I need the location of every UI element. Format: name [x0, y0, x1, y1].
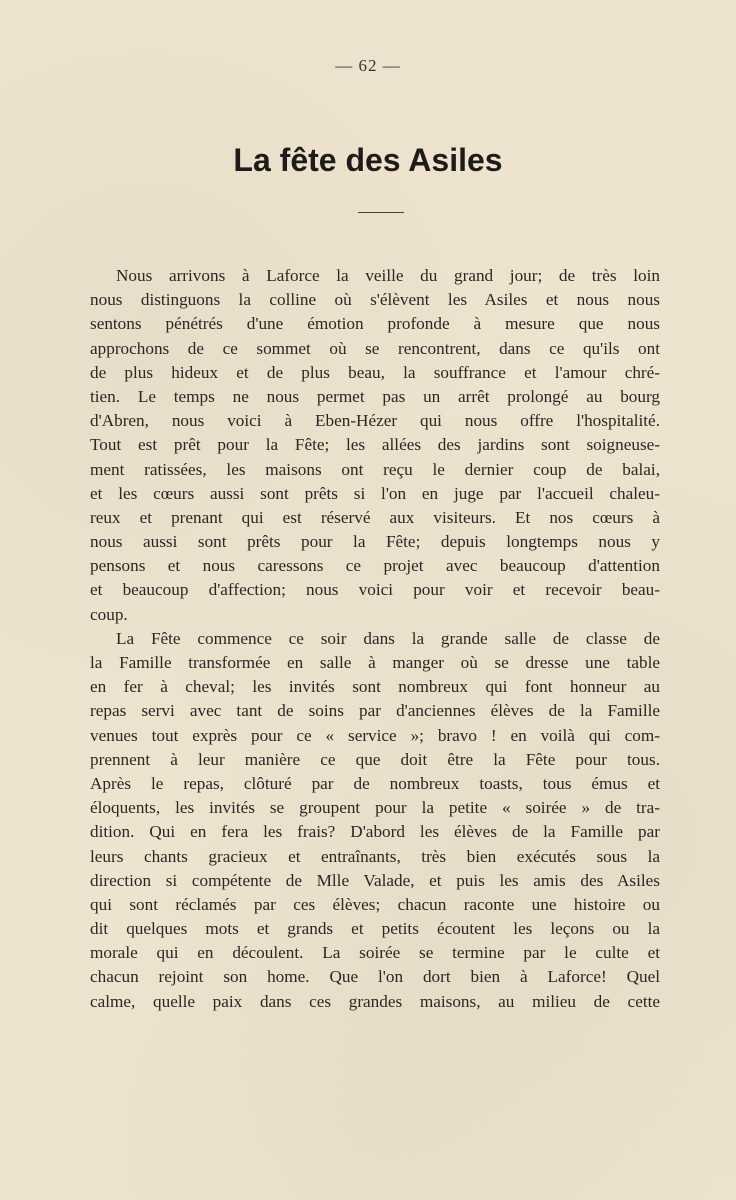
text-line: Après le repas, clôturé par de nombreux toasts, tous émus et	[90, 773, 660, 793]
text-line: Tout est prêt pour la Fête; les allées des jardins sont soigneuse-	[90, 435, 660, 455]
body-text	[90, 264, 660, 1014]
text-line: et beaucoup d'affection; nous voici pour voir et recevoir beau-	[90, 580, 660, 600]
text-line: pensons et nous caressons ce projet avec beaucoup d'attention	[90, 556, 660, 576]
text-line: qui sont réclamés par ces élèves; chacun raconte une histoire ou	[90, 894, 660, 914]
text-line: direction si compétente de Mlle Valade, et puis les amis des Asiles	[90, 870, 660, 890]
title-divider	[358, 212, 404, 213]
text-line: calme, quelle paix dans ces grandes maisons, au milieu de cette	[90, 991, 660, 1011]
page-number: — 62 —	[335, 56, 401, 75]
text-line: nous aussi sont prêts pour la Fête; depuis longtemps nous y	[90, 532, 660, 552]
text-line: ment ratissées, les maisons ont reçu le dernier coup de balai,	[90, 459, 660, 479]
text-line: d'Abren, nous voici à Eben-Hézer qui nous offre l'hospitalité.	[90, 411, 660, 431]
text-line: tien. Le temps ne nous permet pas un arrêt prolongé au bourg	[90, 386, 660, 406]
text-line: Nous arrivons à Laforce la veille du grand jour; de très loin	[116, 266, 660, 285]
text-line: sentons pénétrés d'une émotion profonde à mesure que nous	[90, 314, 660, 334]
text-line: approchons de ce sommet où se rencontrent, dans ce qu'ils ont	[90, 338, 660, 358]
text-line: en fer à cheval; les invités sont nombreux qui font honneur au	[90, 677, 660, 697]
chapter-title: La fête des Asiles	[233, 142, 503, 178]
text-line: nous distinguons la colline où s'élèvent les Asiles et nous nous	[90, 290, 660, 310]
text-line: de plus hideux et de plus beau, la souffrance et l'amour chré-	[90, 362, 660, 382]
text-line: dition. Qui en fera les frais? D'abord les élèves de la Famille par	[90, 822, 660, 842]
text-line: chacun rejoint son home. Que l'on dort bien à Laforce! Quel	[90, 967, 660, 987]
text-line: La Fête commence ce soir dans la grande salle de classe de	[116, 628, 660, 648]
text-line: dit quelques mots et grands et petits écoutent les leçons ou la	[90, 919, 660, 939]
text-line: reux et prenant qui est réservé aux visiteurs. Et nos cœurs à	[90, 507, 660, 527]
text-line: morale qui en découlent. La soirée se termine par le culte et	[90, 943, 660, 963]
text-line: éloquents, les invités se groupent pour la petite « soirée » de tra-	[90, 798, 660, 818]
text-line: prennent à leur manière ce que doit être la Fête pour tous.	[90, 749, 660, 769]
text-line: repas servi avec tant de soins par d'anciennes élèves de la Famille	[90, 701, 660, 721]
text-line: venues tout exprès pour ce « service »; bravo ! en voilà qui com-	[90, 725, 660, 745]
text-line: et les cœurs aussi sont prêts si l'on en juge par l'accueil chaleu-	[90, 483, 660, 503]
text-line: la Famille transformée en salle à manger où se dresse une table	[90, 653, 660, 672]
text-line: coup.	[90, 604, 128, 624]
text-line: leurs chants gracieux et entraînants, très bien exécutés sous la	[90, 846, 660, 866]
